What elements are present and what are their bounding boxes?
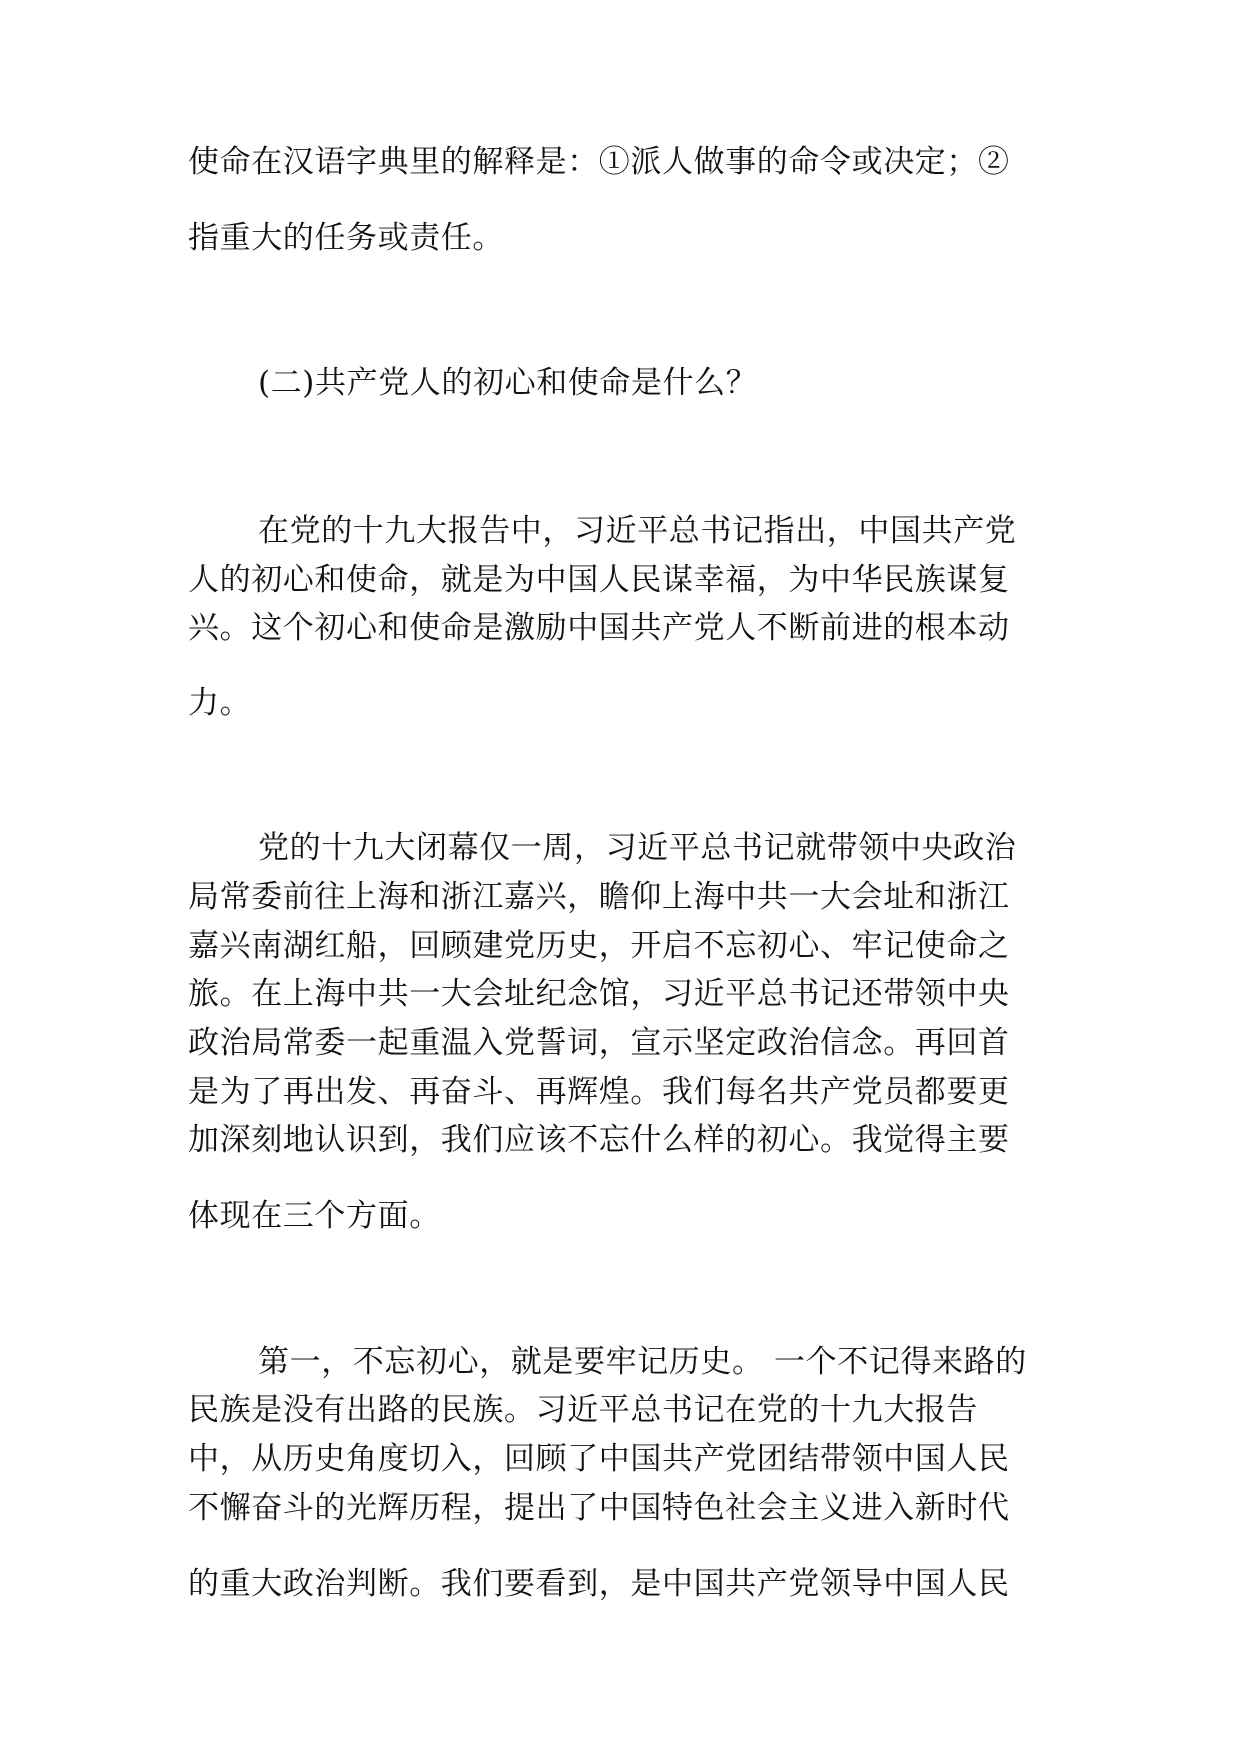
paragraph-line: 指重大的任务或责任。 bbox=[188, 220, 504, 256]
paragraph-line: 政治局常委一起重温入党誓词，宣示坚定政治信念。再回首 bbox=[188, 1025, 1010, 1061]
paragraph-line: 人的初心和使命，就是为中国人民谋幸福，为中华民族谋复 bbox=[188, 562, 1010, 598]
paragraph-line: 中，从历史角度切入，回顾了中国共产党团结带领中国人民 bbox=[188, 1441, 1010, 1477]
paragraph-line: 在党的十九大报告中，习近平总书记指出，中国共产党 bbox=[258, 513, 1017, 549]
paragraph-line: 兴。这个初心和使命是激励中国共产党人不断前进的根本动 bbox=[188, 610, 1010, 646]
paragraph-line: 的重大政治判断。我们要看到，是中国共产党领导中国人民 bbox=[188, 1566, 1010, 1602]
paragraph-line: 第一，不忘初心，就是要牢记历史。 一个不记得来路的 bbox=[258, 1344, 1027, 1380]
section-heading: (二)共产党人的初心和使命是什么？ bbox=[258, 365, 758, 401]
paragraph-line: 民族是没有出路的民族。习近平总书记在党的十九大报告 bbox=[188, 1392, 978, 1428]
paragraph-line: 是为了再出发、再奋斗、再辉煌。我们每名共产党员都要更 bbox=[188, 1074, 1010, 1110]
paragraph-line: 使命在汉语字典里的解释是：①派人做事的命令或决定；② bbox=[188, 144, 1010, 180]
paragraph-line: 不懈奋斗的光辉历程，提出了中国特色社会主义进入新时代 bbox=[188, 1490, 1010, 1526]
paragraph-line: 党的十九大闭幕仅一周，习近平总书记就带领中央政治 bbox=[258, 830, 1017, 866]
paragraph-line: 旅。在上海中共一大会址纪念馆，习近平总书记还带领中央 bbox=[188, 976, 1010, 1012]
paragraph-line: 体现在三个方面。 bbox=[188, 1198, 441, 1234]
paragraph-line: 局常委前往上海和浙江嘉兴，瞻仰上海中共一大会址和浙江 bbox=[188, 879, 1010, 915]
paragraph-line: 嘉兴南湖红船，回顾建党历史，开启不忘初心、牢记使命之 bbox=[188, 928, 1010, 964]
paragraph-line: 力。 bbox=[188, 685, 252, 721]
paragraph-line: 加深刻地认识到，我们应该不忘什么样的初心。我觉得主要 bbox=[188, 1122, 1010, 1158]
